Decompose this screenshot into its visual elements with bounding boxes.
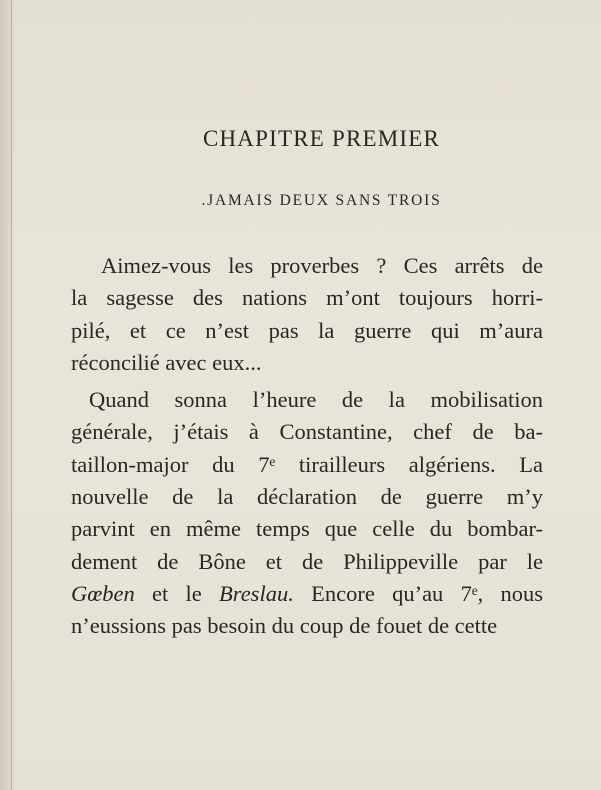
text-line: taillon-major du 7ᵉ tirailleurs algériens. La (71, 451, 543, 477)
book-spine-shadow (0, 0, 16, 790)
ship-name-breslau: Breslau. (219, 580, 294, 606)
page-edge-line (11, 0, 12, 790)
text-line: nouvelle de la déclaration de guerre m’y (71, 484, 543, 510)
text-line: dement de Bône et de Philippeville par le (71, 548, 543, 574)
text-fragment: et le (134, 580, 220, 606)
text-line: Aimez-vous les proverbes ? Ces arrêts de (101, 253, 543, 278)
text-line: générale, j’étais à Constantine, chef de ba- (71, 419, 543, 445)
text-line: n’eussions pas besoin du coup de fouet de cette (71, 613, 498, 639)
body-text (71, 250, 543, 643)
text-line-with-italics (71, 578, 543, 610)
text-line: pilé, et ce n’est pas la guerre qui m’aura (71, 317, 543, 343)
text-line: Quand sonna l’heure de la mobilisation (89, 387, 543, 413)
chapter-title: CHAPITRE PREMIER (202, 126, 441, 151)
text-line: réconcilié avec eux... (71, 349, 262, 375)
chapter-subtitle: .JAMAIS DEUX SANS TROIS (201, 192, 442, 209)
text-line: parvint en même temps que celle du bombar- (71, 516, 543, 542)
text-line: la sagesse des nations m’ont toujours horri- (71, 285, 543, 311)
text-fragment: Encore qu’au 7ᵉ, nous (293, 580, 543, 606)
ship-name-goeben: Gœben (71, 580, 135, 606)
